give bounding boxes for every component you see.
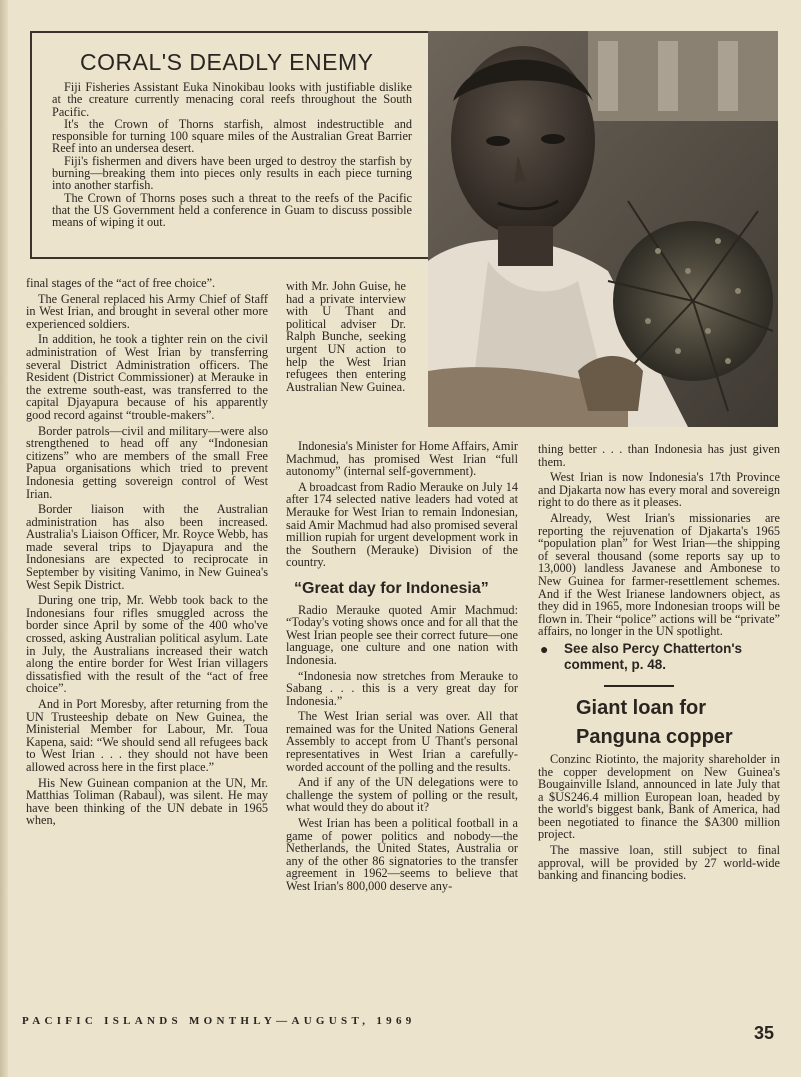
feature-paragraph: The Crown of Thorns poses such a threat to the reefs of the Pacific that the US Government held a conference in Guam to discuss possible means of wiping it out. [52,190,412,230]
article-column-2 [286,440,518,896]
article-paragraph: The massive loan, still subject to final approval, will be provided by 27 world-wide banking and financing bodies. [538,843,780,883]
article-paragraph: During one trip, Mr. Webb took back to the Indonesians four rifles smuggled across the border since April by some of the 400 who've crossed, asking Australian political asylum. Late in July, the Australians increased their watch along the entire border for West Irian villagers dissatisfied with the result of the “act of free choice”. [26,593,268,696]
loan-headline-line-1: Giant loan for [576,696,706,719]
feature-title: CORAL'S DEADLY ENEMY [80,49,374,75]
feature-text [52,81,412,229]
article-paragraph: “Indonesia now stretches from Merauke to Sabang . . . this is a very great day for Indonesia.” [286,668,518,708]
article-paragraph: The General replaced his Army Chief of Staff in West Irian, and brought in several other more experienced soldiers. [26,291,268,331]
article-column-1 [26,277,268,830]
article-paragraph: Conzinc Riotinto, the majority shareholder in the copper development on New Guinea's Bougainville Island, announced in late July that a $US246.4 million European loan, headed by the world's biggest bank, Bank of America, had been negotiated to finance the $A300 million project. [538,751,780,842]
article-paragraph: And in Port Moresby, after returning from the UN Trusteeship debate on New Guinea, the Ministerial Member for Labour, Mr. Toua Kapena, said: “We should send all refugees back to West Irian . . . they should not have been allowed across here in the first place.” [26,697,268,774]
article-paragraph: Border patrols—civil and military—were also strengthened to head off any “Indonesian citizens” who are members of the small Free Papua organisations which tried to prevent Indonesia getting sovereign control of West Irian. [26,423,268,501]
article-paragraph: In addition, he took a tighter rein on the civil administration of West Irian by transferring several District Administration officers. The Resident (District Commissioner) at Merauke in the extreme south-east, was transferred to the capital Djayapura because of his apparently good record against “trouble-makers”. [26,332,268,422]
article-paragraph: The West Irian serial was over. All that remained was for the United Nations General Assembly to accept from U Thant's personal representatives in West Irian a carefully-worded account of the polling and the results. [286,709,518,774]
article-paragraph: West Irian has been a political football in a game of power politics and nobody—the Netherlands, the United States, Australia or any of the other 86 signatories to the transfer agreement in 1962—seems to believe that West Irian's 800,000 deserve any- [286,816,518,893]
section-divider [604,685,674,687]
article-paragraph: Border liaison with the Australian administration has also been increased. Australia's Liaison Officer, Mr. Royce Webb, has made several trips to Djayapura and the Indonesians are expected to reciprocate in September by visiting Vanimo, in New Guinea's West Sepik District. [26,502,268,592]
article-paragraph: His New Guinean companion at the UN, Mr. Matthias Toliman (Rabaul), was silent. He may have been thinking of the UN debate in 1965 when, [26,775,268,828]
feature-box [30,31,430,259]
page-footer: PACIFIC ISLANDS MONTHLY—AUGUST, 1969 [22,1015,416,1027]
article-paragraph: Indonesia's Minister for Home Affairs, Amir Machmud, has promised West Irian “full autonomy” (internal self-government). [286,439,518,479]
starfish-photo [428,31,778,427]
article-paragraph: thing better . . . than Indonesia has just given them. [538,442,780,469]
page-number: 35 [754,1023,775,1043]
bullet-icon: ● [540,640,549,657]
loan-headline-line-2: Panguna copper [576,725,733,748]
article-paragraph: West Irian is now Indonesia's 17th Province and Djakarta now has every moral and sovereign right to do there as it pleases. [538,470,780,510]
feature-paragraph: Fiji Fisheries Assistant Euka Ninokibau looks with justifiable dislike at the creature currently menacing coral reefs throughout the South Pacific. [52,80,412,119]
article-column-2-top [286,280,406,396]
article-paragraph: with Mr. John Guise, he had a private interview with U Thant and political adviser Dr. Ralph Bunche, seeking urgent UN action to help the West Irian refugees then entering Australian New Guinea. [286,279,406,394]
feature-paragraph: It's the Crown of Thorns starfish, almost indestructible and responsible for turning 100 square miles of the Australian Great Barrier Reef into an undersea desert. [52,116,412,156]
article-paragraph: Already, West Irian's missionaries are reporting the rejuvenation of Djakarta's 1965 “population plan” for West Irian—the shipping of several thousand (some reports say up to 13,000) landless Javanese and Ambonese to New Guinea for farmer-resettlement schemes. And if the West Irianese landowners object, as they did in 1965, more Indonesian troops will be flown in. Their “police” actions will be “private” affairs, no longer in the UN spotlight. [538,510,780,639]
article-paragraph: Radio Merauke quoted Amir Machmud: “Today's voting shows once and for all that the West Irian people see their correct future—one language, one culture and one nation with Indonesia. [286,602,518,667]
section-subhead: “Great day for Indonesia” [294,579,489,597]
article-paragraph: A broadcast from Radio Merauke on July 14 after 174 selected native leaders had voted at Merauke for West Irian to remain Indonesian, said Amir Machmud had also promised several million rupiah for urgent development work in the Southern (Merauke) Division of the country. [286,479,518,570]
article-paragraph: And if any of the UN delegations were to challenge the system of polling or the result, what would they do about it? [286,775,518,815]
starfish-photo-image [428,31,778,427]
article-column-3 [538,443,780,885]
feature-paragraph: Fiji's fishermen and divers have been urged to destroy the starfish by burning—breaking them into pieces only results in each piece turning into another starfish. [52,153,412,193]
article-paragraph: final stages of the “act of free choice”. [26,276,216,290]
see-also-note [538,641,780,673]
page-spine-shadow [0,0,8,1077]
see-also-text: See also Percy Chatterton's comment, p. 48. [564,640,743,672]
